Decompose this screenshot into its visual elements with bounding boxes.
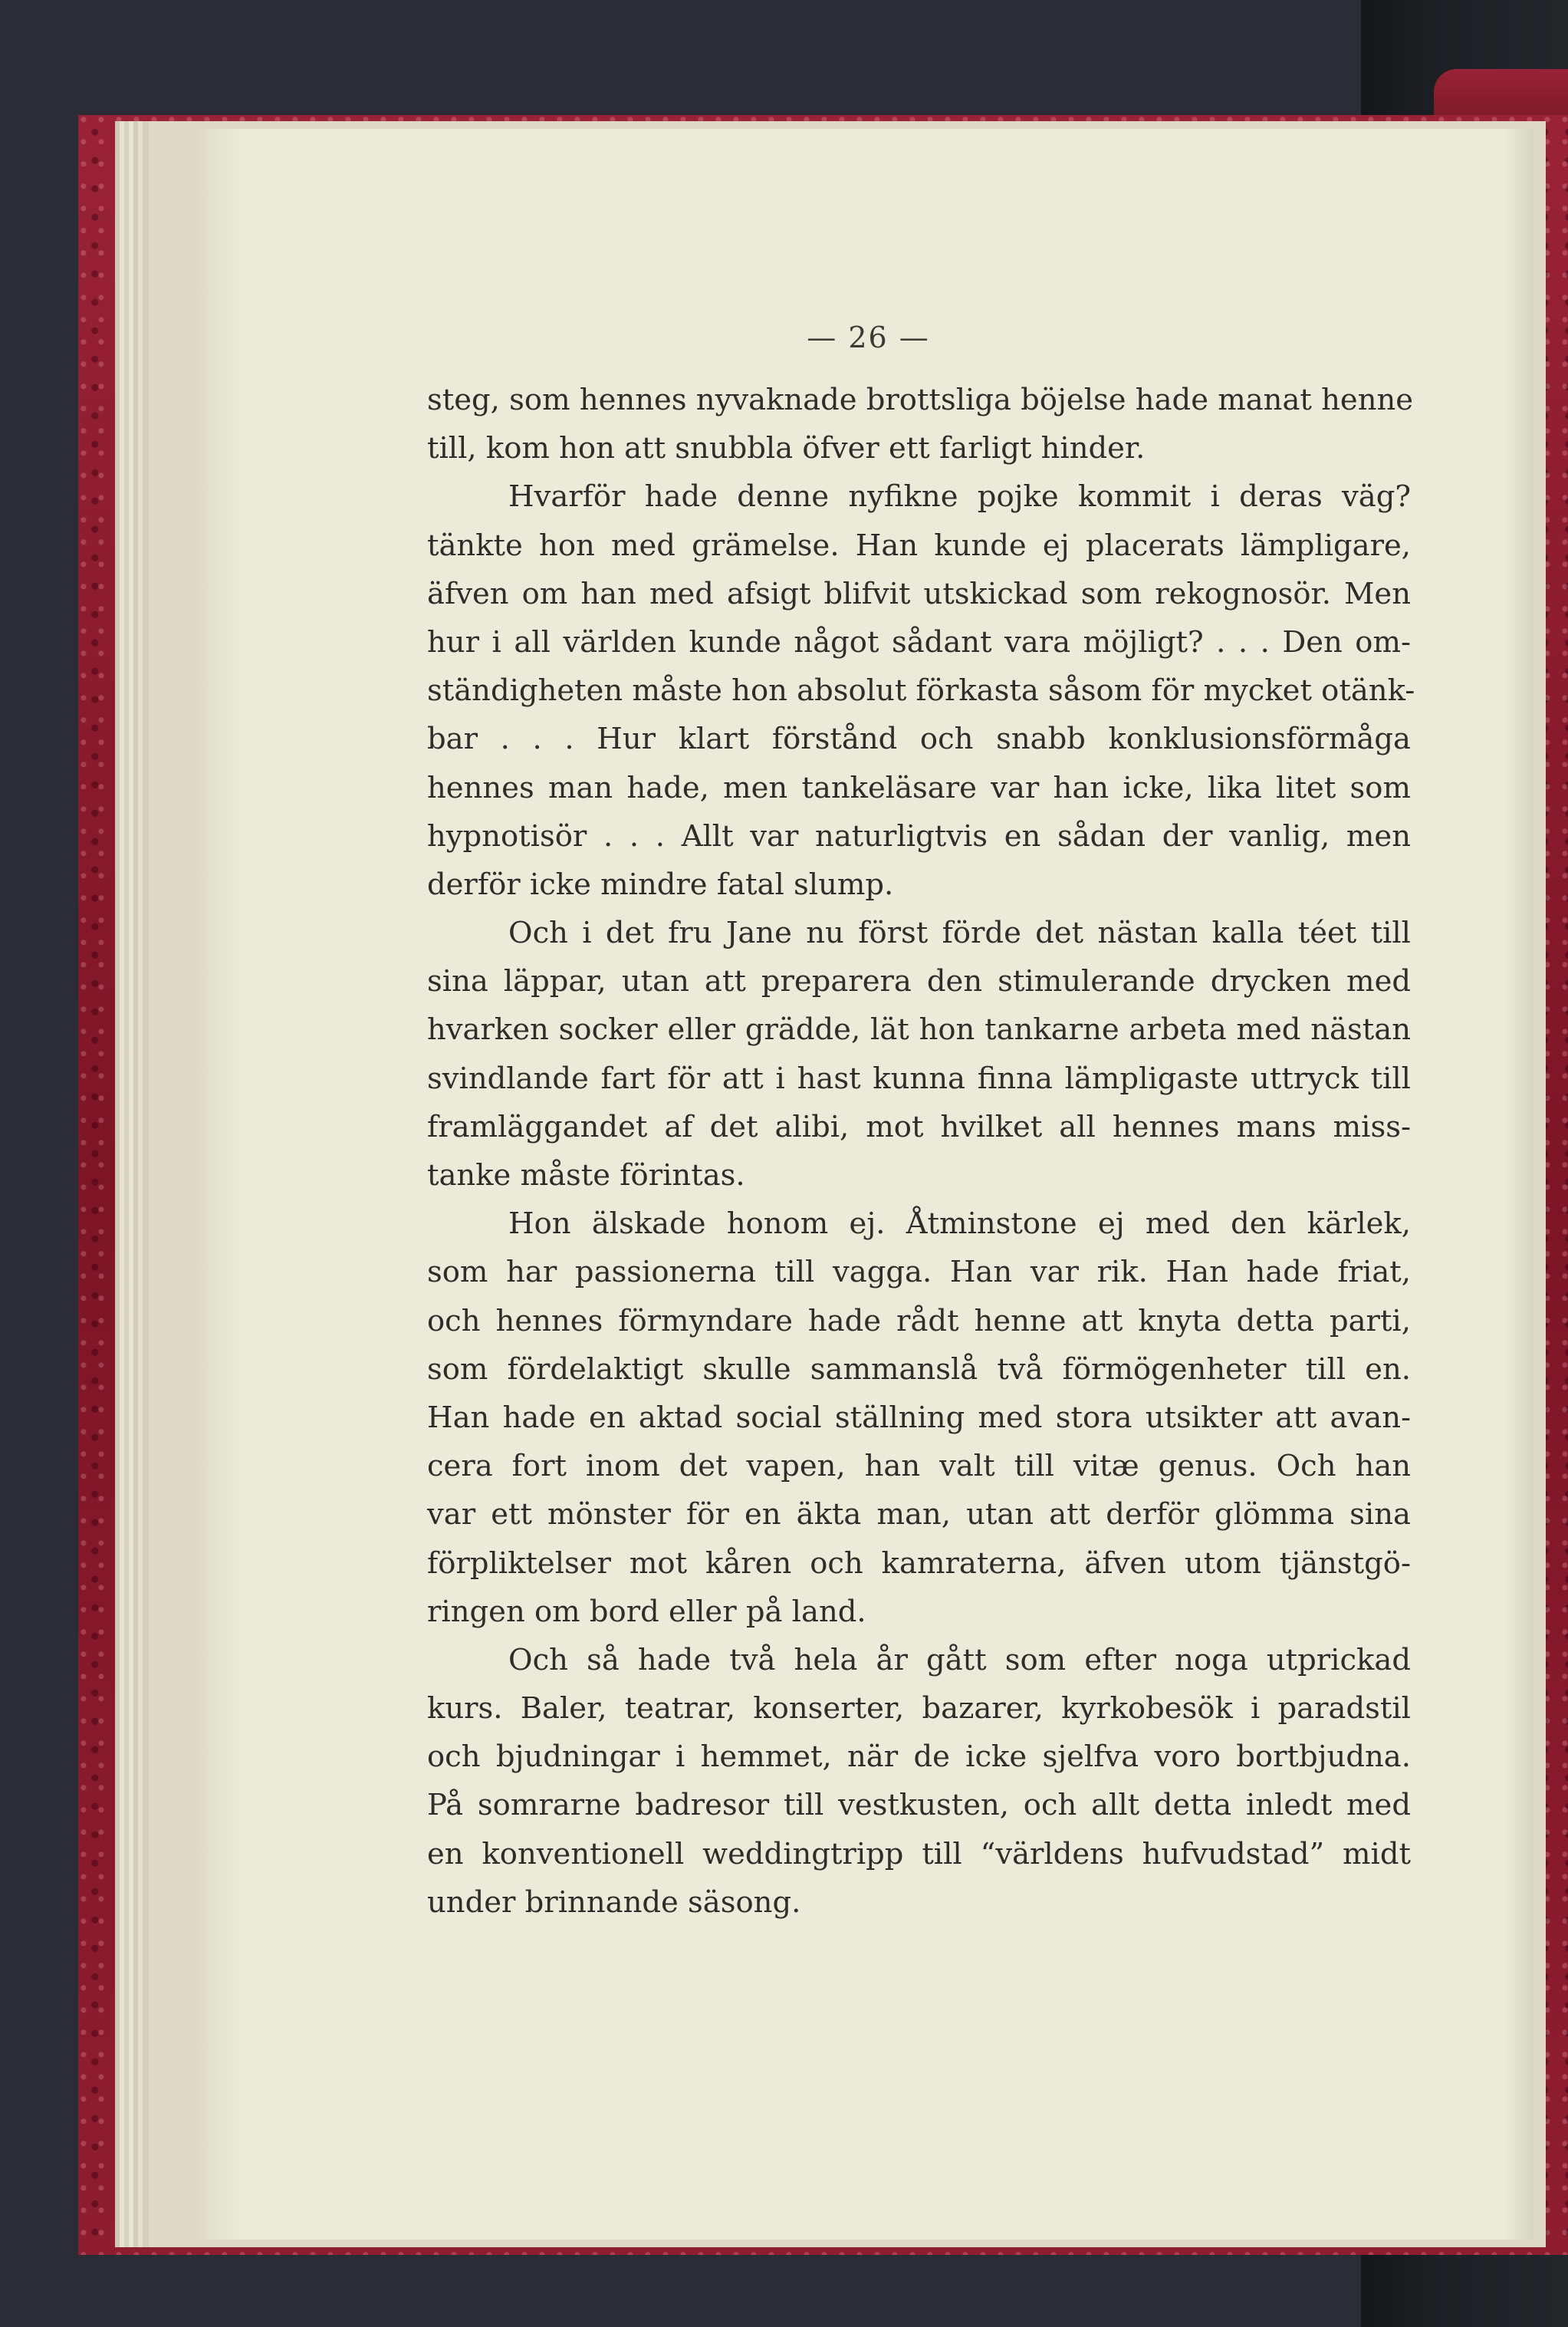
text-line: ringen om bord eller på land. — [427, 1594, 866, 1629]
body-text — [427, 376, 1415, 1927]
text-line: hvarken socker eller grädde, lät hon tankarne arbeta med nästan — [427, 1012, 1411, 1048]
text-line: steg, som hennes nyvaknade brottsliga böjelse hade manat henne — [427, 383, 1414, 417]
text-line: Och så hade två hela år gått som efter noga utprickad — [508, 1642, 1411, 1677]
text-line: som har passionerna till vagga. Han var rik. Han hade friat, — [427, 1255, 1411, 1290]
text-line: tänkte hon med grämelse. Han kunde ej placerats lämpligare, — [427, 528, 1411, 563]
text-line: Hvarför hade denne nyfikne pojke kommit i deras väg? — [508, 479, 1411, 515]
text-line: hur i all världen kunde något sådant vara möjligt? . . . Den om- — [427, 624, 1411, 660]
text-line: kurs. Baler, teatrar, konserter, bazarer, kyrkobesök i paradstil — [427, 1691, 1411, 1726]
page-number: — 26 — — [807, 321, 930, 354]
text-line: sina läppar, utan att preparera den stimulerande drycken med — [427, 964, 1411, 999]
text-line: derför icke mindre fatal slump. — [427, 867, 894, 902]
text-line: förpliktelser mot kåren och kamraterna, äfven utom tjänstgö- — [427, 1545, 1411, 1581]
text-line: som fördelaktigt skulle sammanslå två förmögenheter till en. — [427, 1351, 1411, 1387]
text-line: Hon älskade honom ej. Åtminstone ej med den kärlek, — [508, 1206, 1411, 1242]
text-line: svindlande fart för att i hast kunna finna lämpligaste uttryck till — [427, 1061, 1411, 1096]
text-line: tanke måste förintas. — [427, 1158, 745, 1193]
text-line: var ett mönster för en äkta man, utan att derför glömma sina — [427, 1497, 1411, 1532]
text-line: Och i det fru Jane nu först förde det nästan kalla téet till — [508, 916, 1411, 951]
text-line: en konventionell weddingtripp till “världens hufvudstad” midt — [427, 1836, 1411, 1871]
text-line: och bjudningar i hemmet, när de icke sjelfva voro bortbjudna. — [427, 1739, 1411, 1775]
text-line: hypnotisör . . . Allt var naturligtvis en sådan der vanlig, men — [427, 818, 1411, 854]
text-line: äfven om han med afsigt blifvit utskickad som rekognosör. Men — [427, 576, 1411, 611]
text-line: På somrarne badresor till vestkusten, och allt detta inledt med — [427, 1788, 1411, 1823]
text-line: och hennes förmyndare hade rådt henne att knyta detta parti, — [427, 1303, 1411, 1338]
text-line: Han hade en aktad social ställning med stora utsikter att avan- — [427, 1400, 1411, 1435]
text-line: bar . . . Hur klart förstånd och snabb konklusionsförmåga — [427, 722, 1411, 757]
text-line: cera fort inom det vapen, han valt till vitæ genus. Och han — [427, 1449, 1411, 1484]
text-line: framläggandet af det alibi, mot hvilket all hennes mans miss- — [427, 1109, 1411, 1144]
text-line: hennes man hade, men tankeläsare var han icke, lika litet som — [427, 770, 1411, 805]
text-line: till, kom hon att snubbla öfver ett farligt hinder. — [427, 431, 1146, 466]
text-line: under brinnande säsong. — [427, 1884, 801, 1920]
text-line: ständigheten måste hon absolut förkasta såsom för mycket otänk- — [427, 673, 1415, 709]
